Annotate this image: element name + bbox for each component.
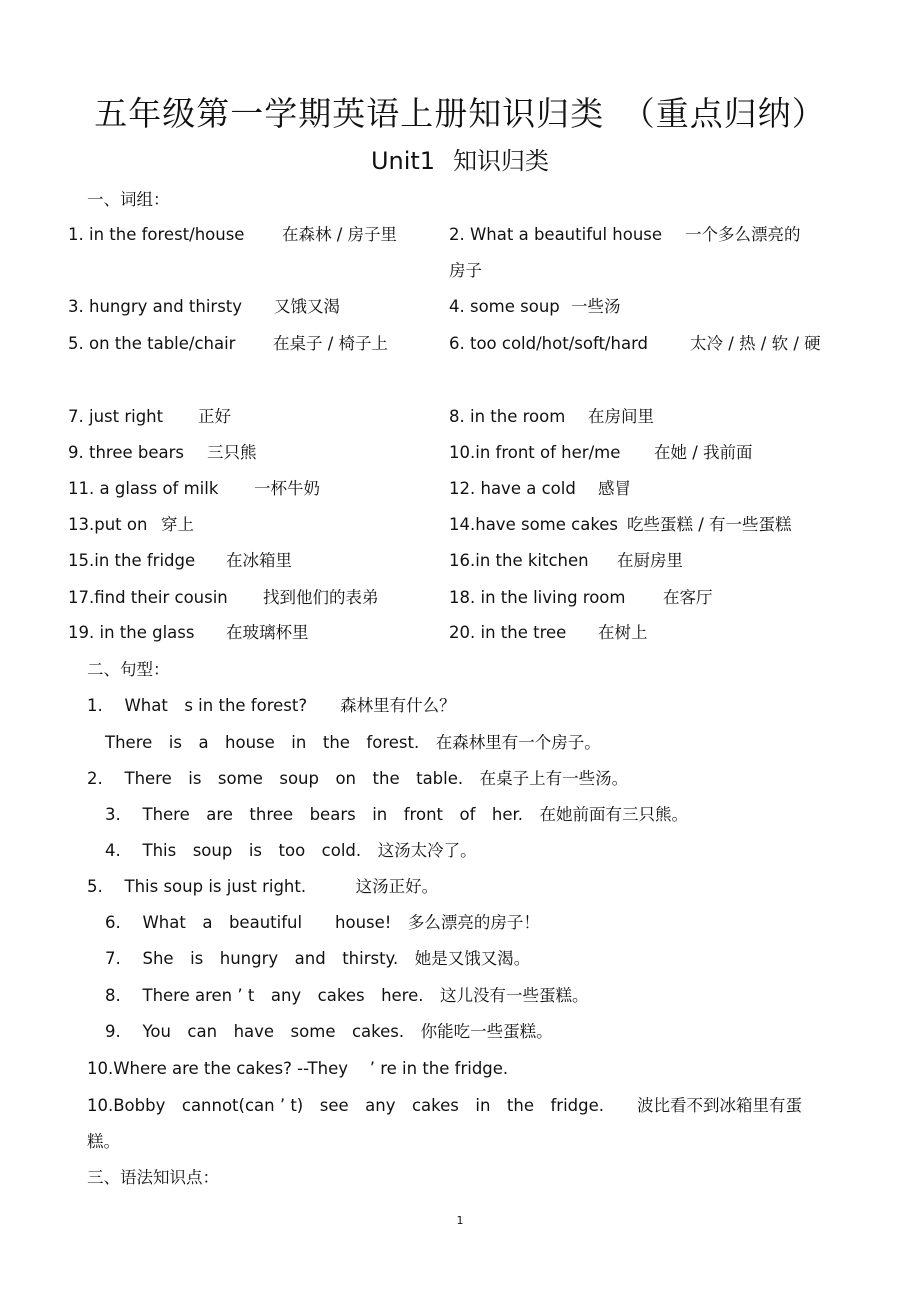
sentence-1: 1. What s in the forest? 森林里有什么？ — [87, 696, 456, 715]
phrase-15-zh: 在冰箱里 — [226, 551, 292, 570]
phrase-1-en: 1. in the forest/house — [68, 225, 245, 244]
unit-label: Unit1 — [370, 147, 436, 175]
phrase-6-en: 6. too cold/hot/soft/hard — [449, 334, 649, 353]
page-subtitle — [0, 141, 920, 176]
phrase-3-zh: 又饿又渴 — [274, 297, 340, 316]
phrase-19-zh: 在玻璃杯里 — [226, 623, 309, 642]
phrase-2-en: 2. What a beautiful house — [449, 225, 663, 244]
phrase-15-en: 15.in the fridge — [68, 551, 196, 570]
sentence-8: 8. There aren ’ t any cakes here. 这儿没有一些蛋糕。 — [105, 986, 589, 1005]
sentence-9: 9. You can have some cakes. 你能吃一些蛋糕。 — [105, 1022, 553, 1041]
section-heading-phrases: 一、词组： — [87, 190, 170, 209]
sentence-4: 4. This soup is too cold. 这汤太冷了。 — [105, 841, 477, 860]
phrase-13-en: 13.put on — [68, 515, 148, 534]
subtitle-label: 知识归类 — [453, 147, 550, 175]
phrase-7-en: 7. just right — [68, 407, 164, 426]
phrase-12-en: 12. have a cold — [449, 479, 576, 498]
section-heading-sentences: 二、句型： — [87, 660, 170, 679]
phrase-20-en: 20. in the tree — [449, 623, 567, 642]
phrase-17-en: 17.find their cousin — [68, 588, 228, 607]
phrase-18-en: 18. in the living room — [449, 588, 626, 607]
phrase-10-en: 10.in front of her/me — [449, 443, 621, 462]
phrase-4-zh: 一些汤 — [571, 297, 621, 316]
sentence-2: 2. There is some soup on the table. 在桌子上有一些汤。 — [87, 769, 629, 788]
phrase-19-en: 19. in the glass — [68, 623, 195, 642]
phrase-1-zh: 在森林 / 房子里 — [282, 225, 398, 244]
phrase-6-zh: 太冷 / 热 / 软 / 硬 — [690, 334, 821, 353]
phrase-2-zh: 一个多么漂亮的 — [685, 225, 801, 244]
phrase-3-en: 3. hungry and thirsty — [68, 297, 243, 316]
sentence-11: 10.Bobby cannot(can ’ t) see any cakes in the fridge. 波比看不到冰箱里有蛋 — [87, 1096, 803, 1115]
phrase-20-zh: 在树上 — [598, 623, 648, 642]
phrase-11-en: 11. a glass of milk — [68, 479, 219, 498]
page-title: 五年级第一学期英语上册知识归类 （重点归纳） — [94, 94, 826, 133]
phrase-18-zh: 在客厅 — [663, 588, 713, 607]
phrase-8-zh: 在房间里 — [588, 407, 654, 426]
phrase-11-zh: 一杯牛奶 — [254, 479, 320, 498]
phrase-5-zh: 在桌子 / 椅子上 — [273, 334, 389, 353]
phrase-16-en: 16.in the kitchen — [449, 551, 589, 570]
sentence-3: 3. There are three bears in front of her. 在她前面有三只熊。 — [105, 805, 689, 824]
phrase-9-en: 9. three bears — [68, 443, 184, 462]
phrase-5-en: 5. on the table/chair — [68, 334, 236, 353]
phrase-4-en: 4. some soup — [449, 297, 560, 316]
phrase-7-zh: 正好 — [198, 407, 231, 426]
phrase-9-zh: 三只熊 — [207, 443, 257, 462]
sentence-5: 5. This soup is just right. 这汤正好。 — [87, 877, 439, 896]
phrase-14-en: 14.have some cakes — [449, 515, 619, 534]
sentence-7: 7. She is hungry and thirsty. 她是又饿又渴。 — [105, 949, 531, 968]
sentence-11-cont: 糕。 — [87, 1132, 120, 1151]
phrase-14-zh: 吃些蛋糕 / 有一些蛋糕 — [627, 515, 792, 534]
phrase-13-zh: 穿上 — [161, 515, 194, 534]
section-heading-grammar: 三、语法知识点： — [87, 1168, 219, 1187]
page-number: 1 — [456, 1214, 464, 1227]
phrase-2-zh-cont: 房子 — [449, 261, 482, 280]
phrase-12-zh: 感冒 — [598, 479, 631, 498]
phrase-17-zh: 找到他们的表弟 — [263, 588, 379, 607]
phrase-8-en: 8. in the room — [449, 407, 566, 426]
sentence-6: 6. What a beautiful house! 多么漂亮的房子！ — [105, 913, 540, 932]
sentence-1-answer: There is a house in the forest. 在森林里有一个房子。 — [105, 733, 601, 752]
phrase-10-zh: 在她 / 我前面 — [654, 443, 753, 462]
sentence-10: 10.Where are the cakes? --They ’ re in the fridge. — [87, 1059, 509, 1078]
phrase-16-zh: 在厨房里 — [617, 551, 683, 570]
